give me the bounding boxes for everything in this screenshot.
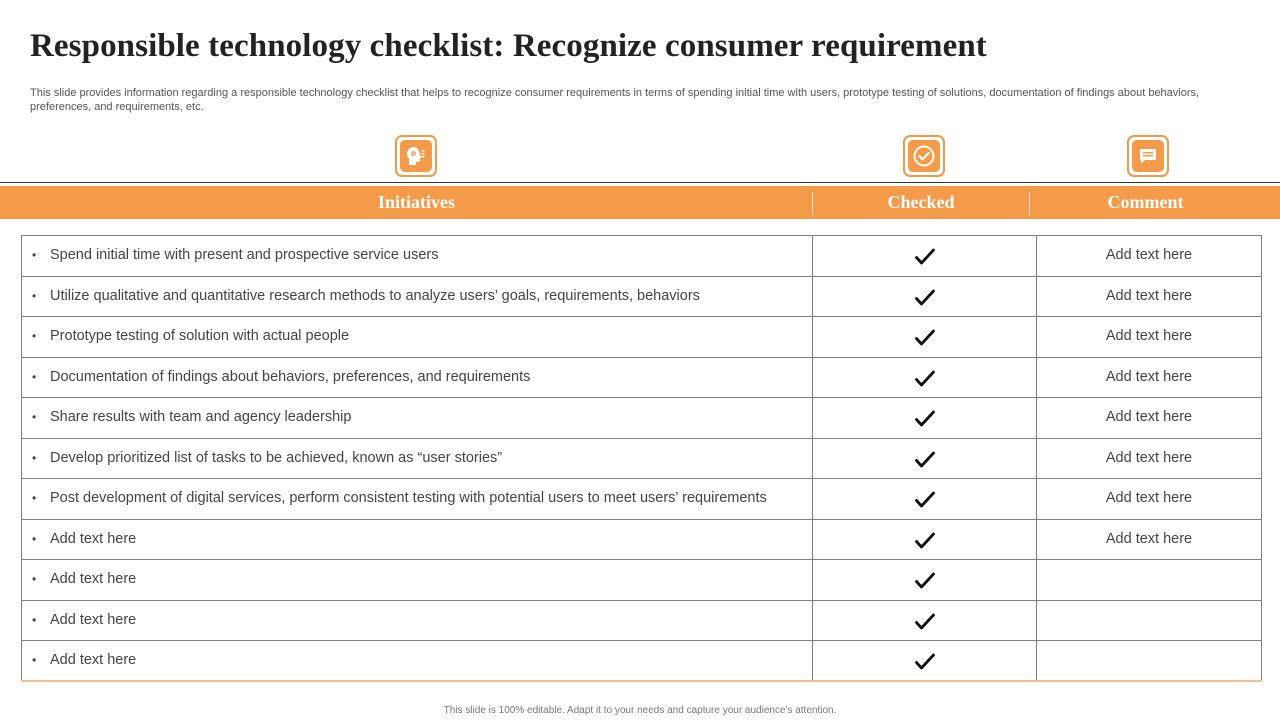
initiative-text: Add text here: [50, 652, 137, 668]
bullet: •: [32, 653, 37, 667]
initiative-cell: [22, 276, 813, 317]
checkmark-icon: [915, 572, 935, 589]
comment-cell: Add text here: [1037, 479, 1262, 520]
checked-cell: [813, 236, 1037, 277]
checkmark-icon: [915, 653, 935, 670]
table-row: [22, 276, 1262, 317]
bullet: •: [32, 288, 37, 303]
initiative-text: Prototype testing of solution with actual people: [50, 328, 350, 344]
table-row: [22, 438, 1262, 479]
comment-cell: Add text here: [1037, 236, 1262, 277]
initiative-text: Add text here: [50, 571, 137, 587]
initiative-text: Documentation of findings about behaviors, preferences, and requirements: [50, 368, 531, 385]
bullet: •: [32, 450, 37, 465]
table-row: [22, 236, 1262, 277]
comment-bubble-icon: [1127, 135, 1169, 177]
footer-note: This slide is 100% editable. Adapt it to your needs and capture your audience's attention.: [443, 705, 837, 716]
checkmark-icon: [915, 289, 935, 306]
initiative-text: Add text here: [50, 530, 137, 547]
table-row: [22, 357, 1262, 398]
initiative-cell: [22, 641, 813, 682]
bullet: •: [32, 410, 37, 424]
bullet: •: [32, 369, 37, 384]
table-row: [22, 641, 1262, 682]
comment-cell: Add text here: [1037, 519, 1262, 560]
checkmark-icon: [915, 248, 935, 265]
initiative-cell: [22, 236, 813, 277]
table-header: [0, 186, 1280, 219]
checked-cell: [813, 317, 1037, 358]
checked-cell: [813, 479, 1037, 520]
initiative-text: Add text here: [50, 611, 137, 628]
initiative-text: Post development of digital services, perform consistent testing with potential users to meet users’ requirements: [50, 490, 767, 506]
checkmark-icon: [915, 451, 935, 468]
checked-cell: [813, 398, 1037, 439]
bullet: •: [32, 491, 37, 505]
initiative-cell: [22, 357, 813, 398]
header-initiatives: Initiatives: [377, 192, 455, 212]
bullet: •: [32, 248, 37, 262]
checked-cell: [813, 600, 1037, 641]
comment-cell: [1037, 600, 1262, 641]
initiative-cell: [22, 479, 813, 520]
initiative-text: Develop prioritized list of tasks to be achieved, known as “user stories”: [50, 449, 503, 466]
checked-cell: [813, 438, 1037, 479]
checked-cell: [813, 276, 1037, 317]
checked-cell: [813, 560, 1037, 601]
comment-cell: Add text here: [1037, 357, 1262, 398]
table-row: [22, 479, 1262, 520]
initiative-text: Spend initial time with present and prospective service users: [50, 247, 439, 263]
checkmark-icon: [915, 613, 935, 630]
checked-cell: [813, 641, 1037, 682]
checked-cell: [813, 519, 1037, 560]
initiative-text: Utilize qualitative and quantitative research methods to analyze users’ goals, requirements, behaviors: [50, 287, 700, 304]
page-subtitle: This slide provides information regarding a responsible technology checklist that helps to recognize consumer requirements in terms of spending initial time with users, prototype testing of solutions, documentation of findings about behaviors, preferences, and requirements, etc.: [30, 87, 1200, 113]
checked-cell: [813, 357, 1037, 398]
checklist-table: [21, 235, 1262, 682]
bullet: •: [32, 531, 37, 546]
checkmark-icon: [915, 410, 935, 427]
table-row: [22, 519, 1262, 560]
comment-cell: Add text here: [1037, 398, 1262, 439]
comment-cell: [1037, 560, 1262, 601]
initiative-cell: [22, 600, 813, 641]
check-circle-icon: [903, 135, 945, 177]
comment-cell: Add text here: [1037, 317, 1262, 358]
header-comment: Comment: [1107, 192, 1184, 212]
initiative-cell: [22, 560, 813, 601]
checkmark-icon: [915, 370, 935, 387]
head-gear-icon: [395, 135, 437, 177]
page-title: Responsible technology checklist: Recognize consumer requirement: [30, 28, 987, 64]
table-row: [22, 600, 1262, 641]
initiative-cell: [22, 317, 813, 358]
initiative-cell: [22, 438, 813, 479]
bullet: •: [32, 612, 37, 627]
bullet: •: [32, 572, 37, 586]
header-divider: [0, 182, 1280, 183]
checkmark-icon: [915, 329, 935, 346]
header-checked: Checked: [887, 192, 955, 212]
table-row: [22, 317, 1262, 358]
checkmark-icon: [915, 532, 935, 549]
table-row: [22, 398, 1262, 439]
comment-cell: [1037, 641, 1262, 682]
initiative-cell: [22, 398, 813, 439]
comment-cell: Add text here: [1037, 438, 1262, 479]
table-row: [22, 560, 1262, 601]
checkmark-icon: [915, 491, 935, 508]
initiative-cell: [22, 519, 813, 560]
comment-cell: Add text here: [1037, 276, 1262, 317]
bullet: •: [32, 329, 37, 343]
initiative-text: Share results with team and agency leadership: [50, 409, 352, 425]
